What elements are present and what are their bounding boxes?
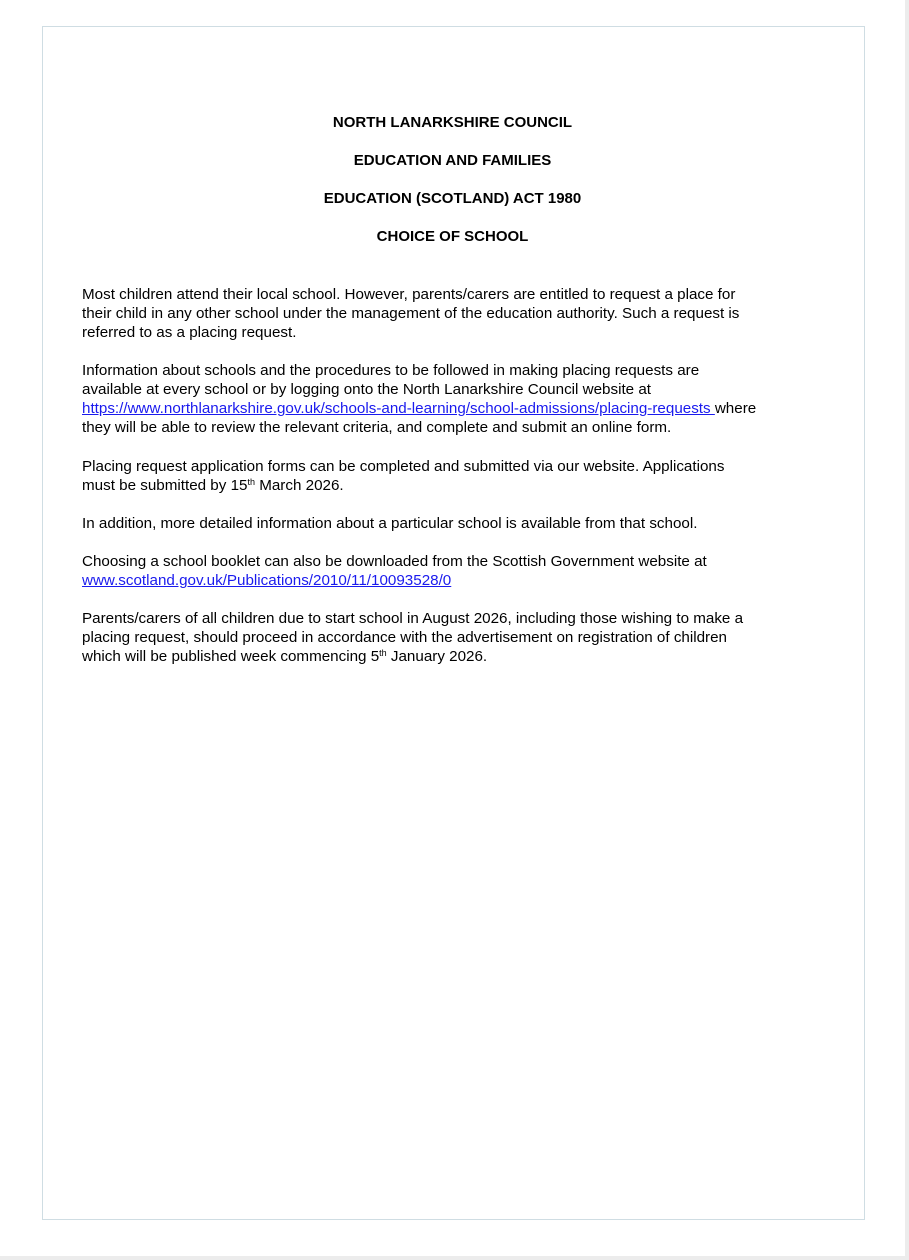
paragraph-line: Choosing a school booklet can also be downloaded from the Scottish Government website at — [82, 553, 707, 570]
heading-department: EDUCATION AND FAMILIES — [353, 152, 552, 169]
paragraph-school-info — [82, 514, 827, 533]
paragraph-line — [82, 571, 827, 590]
ordinal-suffix: th — [247, 477, 255, 487]
paragraph-registration — [82, 609, 827, 666]
paragraph-line: their child in any other school under the management of the education authority. Such a request is — [82, 305, 740, 322]
paragraph-local-school — [82, 285, 827, 342]
paragraph-line — [82, 399, 827, 418]
deadline-text: must be submitted by 15 — [82, 477, 248, 494]
deadline-month: March 2026. — [254, 477, 344, 494]
paragraph-line: In addition, more detailed information about a particular school is available from that school. — [82, 515, 698, 532]
paragraph-information — [82, 361, 827, 437]
paragraph-application-forms — [82, 457, 827, 495]
paragraph-line: Information about schools and the procedures to be followed in making placing requests are — [82, 362, 700, 379]
council-placing-requests-link[interactable]: https://www.northlanarkshire.gov.uk/schools-and-learning/school-admissions/placing-requests — [82, 400, 715, 417]
scottish-government-link[interactable]: www.scotland.gov.uk/Publications/2010/11/10093528/0 — [82, 572, 452, 589]
heading-choice-of-school: CHOICE OF SCHOOL — [376, 228, 529, 245]
paragraph-line: referred to as a placing request. — [82, 324, 297, 341]
paragraph-line: Placing request application forms can be completed and submitted via our website. Applications — [82, 458, 725, 475]
paragraph-booklet — [82, 552, 827, 590]
paragraph-line — [82, 476, 827, 495]
heading-council: NORTH LANARKSHIRE COUNCIL — [332, 114, 573, 131]
paragraph-line: placing request, should proceed in accordance with the advertisement on registration of children — [82, 629, 728, 646]
paragraph-line: they will be able to review the relevant criteria, and complete and submit an online form. — [82, 419, 672, 436]
publication-month: January 2026. — [386, 648, 488, 665]
link-trailing-text: where — [714, 400, 757, 417]
paragraph-line — [82, 647, 827, 666]
ordinal-suffix: th — [379, 648, 387, 658]
paragraph-line: Most children attend their local school. However, parents/carers are entitled to request a place for — [82, 286, 736, 303]
paragraph-line: Parents/carers of all children due to start school in August 2026, including those wishing to make a — [82, 610, 744, 627]
heading-act: EDUCATION (SCOTLAND) ACT 1980 — [323, 190, 582, 207]
publication-text: which will be published week commencing 5 — [82, 648, 380, 665]
paragraph-line: available at every school or by logging onto the North Lanarkshire Council website at — [82, 381, 652, 398]
